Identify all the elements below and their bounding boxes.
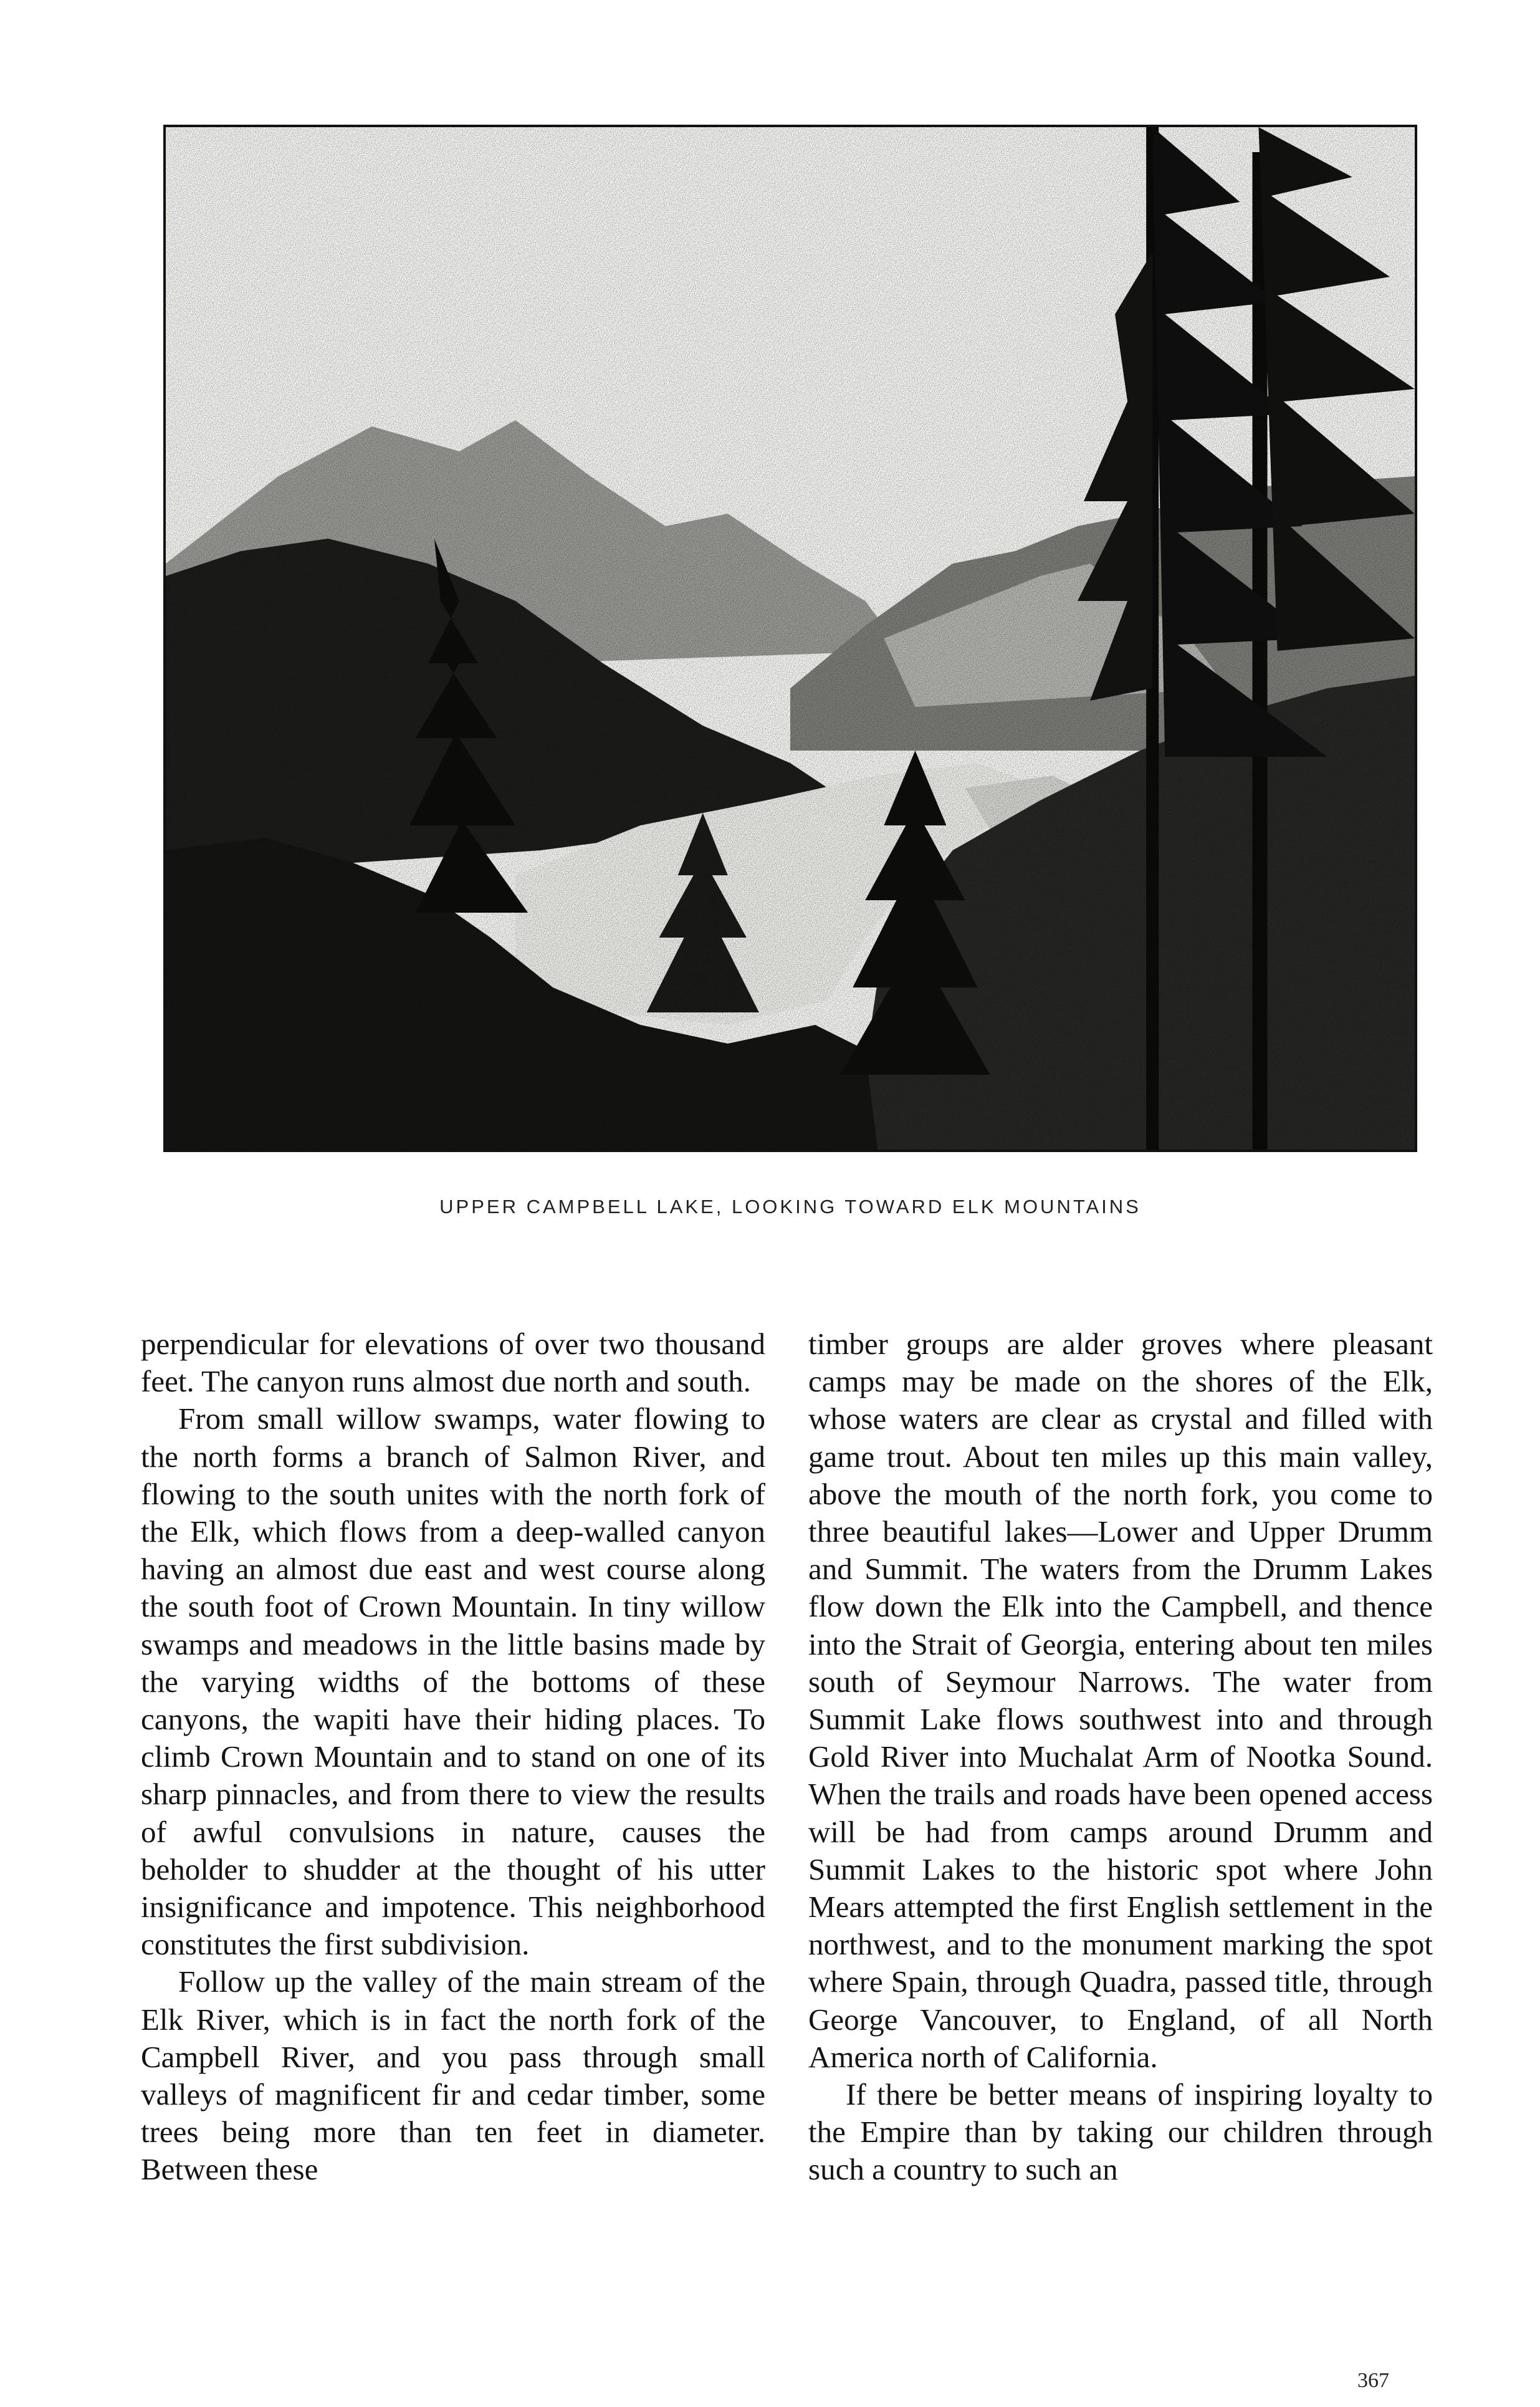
paragraph: perpendicular for elevations of over two thousand feet. The canyon runs almost due north and south. (141, 1327, 765, 1399)
paragraph: timber groups are alder groves where pleasant camps may be made on the shores of the Elk, whose waters are clear as crystal and filled with game trout. About ten miles up this main valley, above the mouth of the north fork, you come to three beautiful lakes—Lower and Upper Drumm and Summit. The waters from the Drumm Lakes flow down the Elk into the Campbell, and thence into the Strait of Georgia, entering about ten miles south of Seymour Narrows. The water from Summit Lake flows southwest into and through Gold River into Muchalat Arm of Nootka Sound. When the trails and roads have been opened access will be had from camps around Drumm and Summit Lakes to the historic spot where John Mears attempted the first English settlement in the northwest, and to the monument marking the spot where Spain, through Quadra, passed title, through George Vancouver, to England, of all North America north of California. (808, 1327, 1433, 2074)
lake-landscape-image (166, 127, 1415, 1150)
page-number: 367 (1357, 2369, 1389, 2392)
right-text-column (808, 1325, 1433, 2189)
left-text-column (141, 1325, 765, 2189)
paragraph: If there be better means of inspiring loyalty to the Empire than by taking our children through such a country to such an (808, 2077, 1433, 2187)
paragraph: From small willow swamps, water flowing to the north forms a branch of Salmon River, and flowing to the south unites with the north fork of the Elk, which flows from a deep-walled canyon having an almost due east and west course along the south foot of Crown Mountain. In tiny willow swamps and meadows in the little basins made by the varying widths of the bottoms of these canyons, the wapiti have their hiding places. To climb Crown Mountain and to stand on one of its sharp pinnacles, and from there to view the results of awful convulsions in nature, causes the beholder to shudder at the thought of his utter insignificance and impotence. This neighborhood constitutes the first subdivision. (141, 1401, 765, 1962)
paragraph: Follow up the valley of the main stream of the Elk River, which is in fact the north fork of the Campbell River, and you pass through small valleys of magnificent fir and cedar timber, some trees being more than ten feet in diameter. Between these (141, 1964, 765, 2187)
figure-caption: UPPER CAMPBELL LAKE, LOOKING TOWARD ELK MOUNTAINS (439, 1196, 1141, 1218)
lake-photograph (163, 125, 1417, 1152)
